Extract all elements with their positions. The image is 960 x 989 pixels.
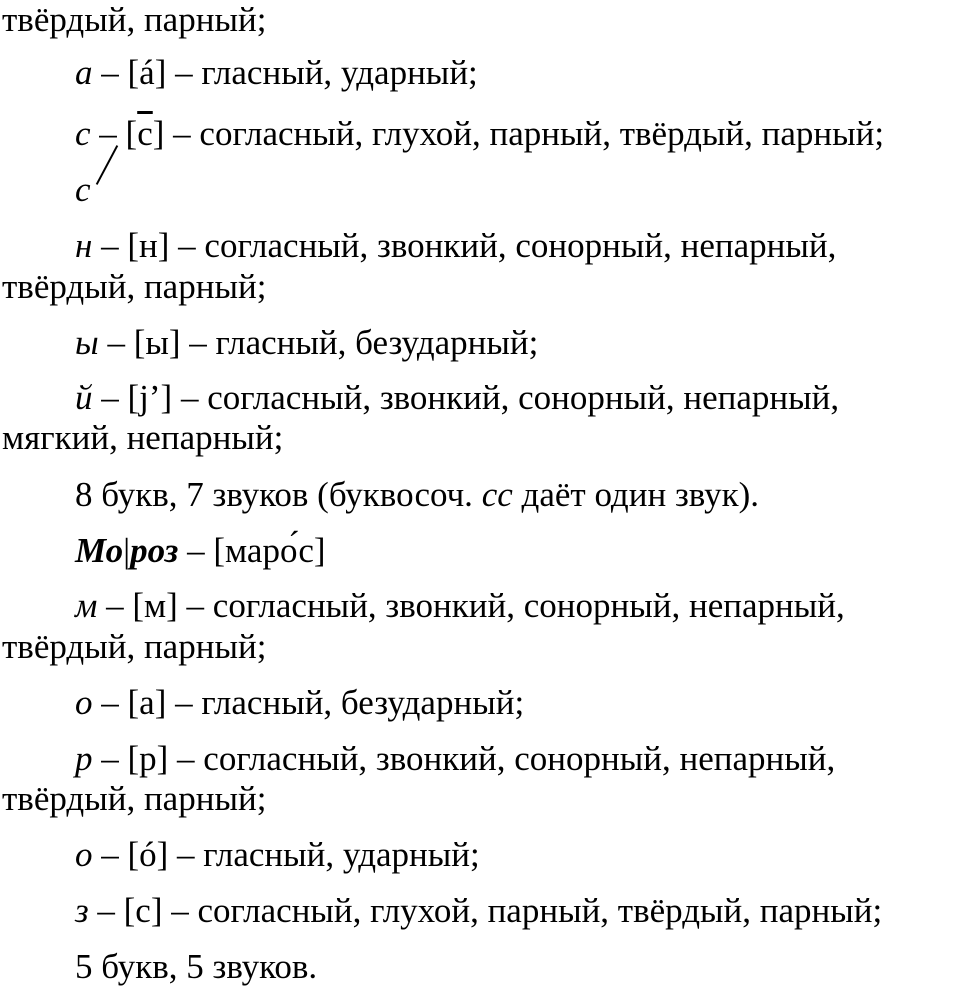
letter-label: ы [75,323,99,362]
letter-label: о [75,683,93,722]
word-part-1: Мо [75,531,124,570]
letter-label: с [75,114,91,153]
phoneme-line-n [75,226,836,266]
text-line [2,418,283,458]
letter-label: р [75,739,93,778]
phoneme-line-r [75,739,835,779]
summary-line [75,475,759,515]
phoneme-line-o1 [75,683,524,723]
letter-label: с [75,170,91,209]
letter-label: м [75,586,98,625]
letter-label: н [75,226,93,265]
phoneme-description: – [с] – согласный, глухой, парный, твёрдый, парный; [88,891,883,930]
phoneme-description: – [н] – согласный, звонкий, сонорный, непарный, [92,226,837,265]
phoneme-line-s2 [75,170,91,210]
summary-letter-combo: сс [481,475,513,514]
phoneme-description: – [ó] – гласный, ударный; [92,835,480,874]
text-line [2,267,266,307]
long-sound-symbol: с [137,114,153,153]
phoneme-description: – [р] – согласный, звонкий, сонорный, непарный, [92,739,836,778]
phoneme-description: – [á] – гласный, ударный; [92,53,478,92]
letter-label: о [75,835,93,874]
summary-line [75,947,317,987]
phoneme-line-o2 [75,835,480,875]
letter-label: й [75,378,93,417]
word-heading-line [75,531,326,571]
phoneme-line-y [75,323,538,363]
phoneme-description: – [м] – согласный, звонкий, сонорный, непарный, [97,586,845,625]
phoneme-line-a [75,53,478,93]
phoneme-line-m [75,586,845,626]
summary-post: даёт один звук). [512,475,760,514]
dash-bracket: – [ [90,114,138,153]
transcription: – [маро́с] [178,531,326,570]
word-part-2: роз [130,531,179,570]
phoneme-line-j [75,378,839,418]
line-text: твёрдый, парный; [2,627,267,666]
line-text: мягкий, непарный; [2,418,284,457]
line-text: твёрдый, парный; [2,779,267,818]
line-text: 5 букв, 5 звуков. [75,947,318,986]
phoneme-description: – [а] – гласный, безударный; [92,683,525,722]
letter-label: з [75,891,89,930]
phoneme-description: – [ы] – гласный, безударный; [98,323,539,362]
text-line [2,0,266,40]
phoneme-line-z [75,891,882,931]
line-text: твёрдый, парный; [2,0,267,39]
phoneme-line-s [75,114,884,154]
text-line [2,627,266,667]
phoneme-description: ] – согласный, глухой, парный, твёрдый, парный; [152,114,885,153]
text-line [2,779,266,819]
syllable-separator: | [123,531,131,570]
line-text: твёрдый, парный; [2,267,267,306]
letter-label: а [75,53,93,92]
summary-pre: 8 букв, 7 звуков (буквосоч. [75,475,482,514]
phoneme-description: – [j’] – согласный, звонкий, сонорный, непарный, [92,378,840,417]
